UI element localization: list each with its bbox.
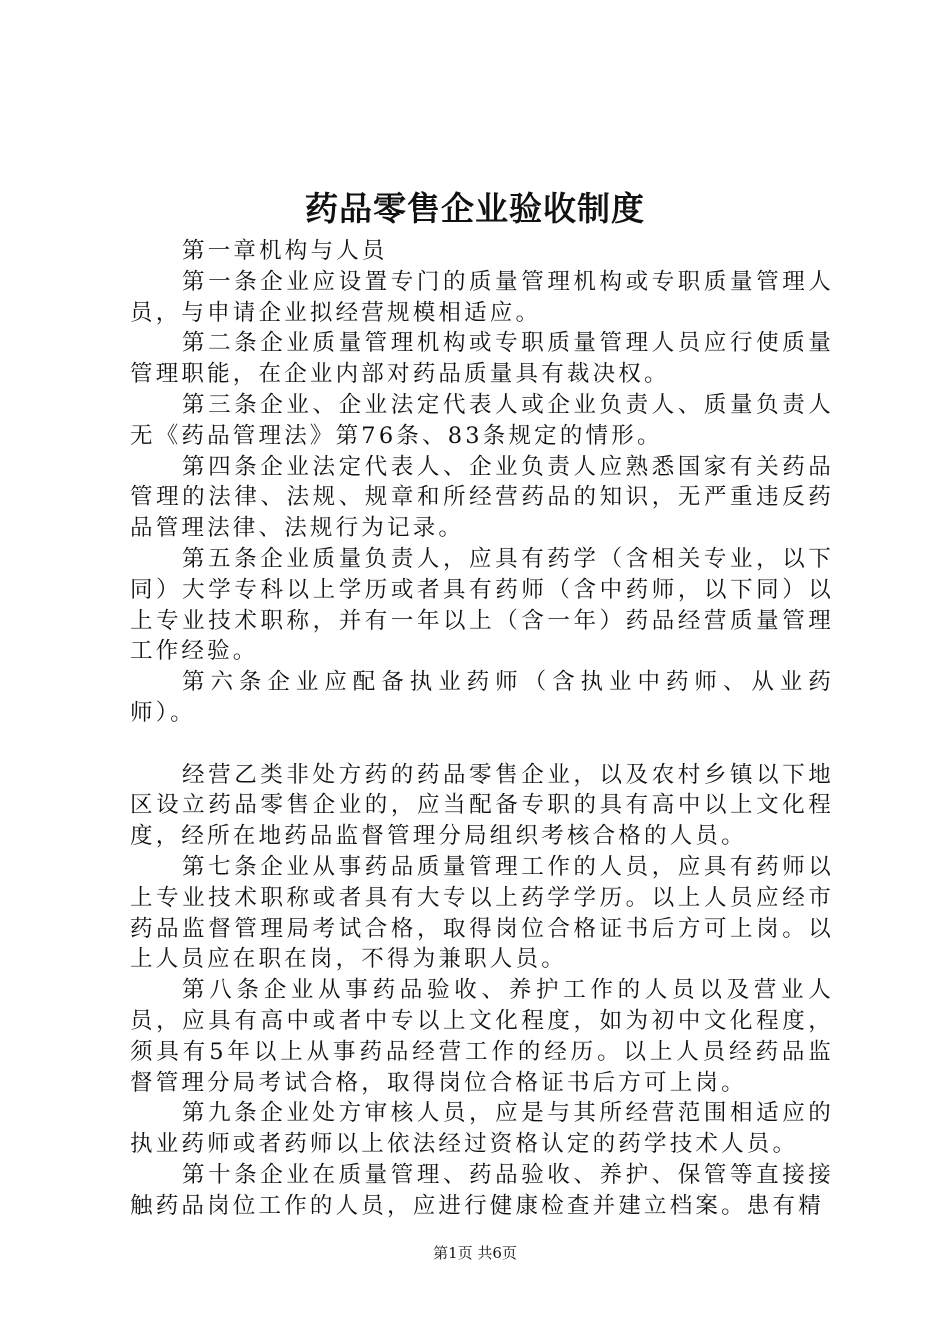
paragraph-article-2: 第二条企业质量管理机构或专职质量管理人员应行使质量管理职能，在企业内部对药品质量具有裁决权。 bbox=[130, 330, 834, 388]
chapter-heading: 第一章机构与人员 bbox=[182, 238, 388, 264]
paragraph-article-5: 第五条企业质量负责人，应具有药学（含相关专业，以下同）大学专科以上学历或者具有药师（含中药师，以下同）以上专业技术职称，并有一年以上（含一年）药品经营质量管理工作经验。 bbox=[130, 545, 834, 665]
paragraph-article-9: 第九条企业处方审核人员，应是与其所经营范围相适应的执业药师或者药师以上依法经过资格认定的药学技术人员。 bbox=[130, 1100, 834, 1158]
paragraph-article-6: 第六条企业应配备执业药师（含执业中药师、从业药师）。 bbox=[130, 669, 834, 726]
document-body bbox=[130, 236, 834, 1222]
page-number-footer: 第1页 共6页 bbox=[433, 1244, 517, 1262]
paragraph-article-6-supplement: 经营乙类非处方药的药品零售企业，以及农村乡镇以下地区设立药品零售企业的，应当配备专职的具有高中以上文化程度，经所在地药品监督管理分局组织考核合格的人员。 bbox=[130, 761, 834, 850]
paragraph-article-1: 第一条企业应设置专门的质量管理机构或专职质量管理人员，与申请企业拟经营规模相适应。 bbox=[130, 268, 834, 326]
paragraph-article-10: 第十条企业在质量管理、药品验收、养护、保管等直接接触药品岗位工作的人员，应进行健康检查并建立档案。患有精 bbox=[130, 1161, 834, 1219]
paragraph-article-3: 第三条企业、企业法定代表人或企业负责人、质量负责人无《药品管理法》第76条、83条规定的情形。 bbox=[130, 391, 834, 449]
paragraph-article-8: 第八条企业从事药品验收、养护工作的人员以及营业人员，应具有高中或者中专以上文化程度，如为初中文化程度，须具有5年以上从事药品经营工作的经历。以上人员经药品监督管理分局考试合格，取得岗位合格证书后方可上岗。 bbox=[130, 977, 834, 1096]
paragraph-article-7: 第七条企业从事药品质量管理工作的人员，应具有药师以上专业技术职称或者具有大专以上药学学历。以上人员应经市药品监督管理局考试合格，取得岗位合格证书后方可上岗。以上人员应在职在岗，不得为兼职人员。 bbox=[130, 853, 834, 973]
document-title: 药品零售企业验收制度 bbox=[305, 189, 645, 228]
blank-line bbox=[130, 729, 834, 760]
paragraph-article-4: 第四条企业法定代表人、企业负责人应熟悉国家有关药品管理的法律、法规、规章和所经营药品的知识，无严重违反药品管理法律、法规行为记录。 bbox=[130, 453, 834, 542]
